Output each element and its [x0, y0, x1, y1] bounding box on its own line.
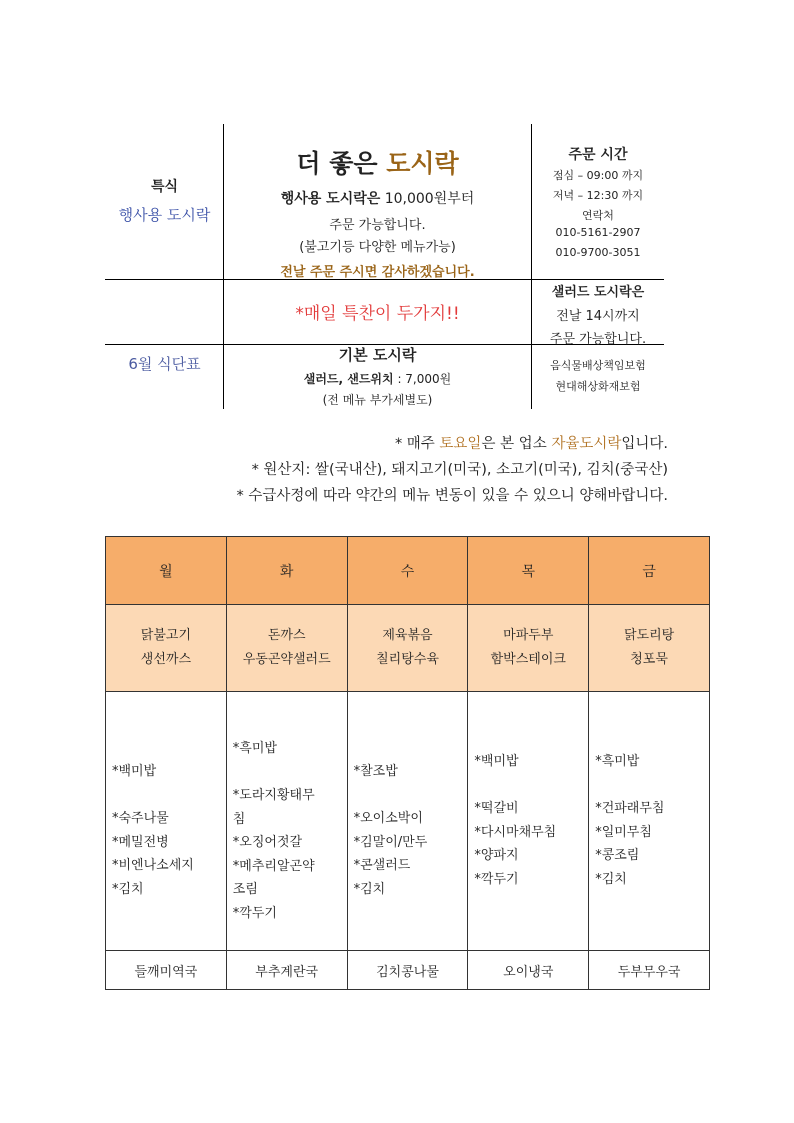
- main-dish: 칠리탕수육: [376, 652, 439, 667]
- main-dish-cell: [226, 605, 347, 692]
- main-dish: 생선까스: [140, 652, 192, 667]
- soup-cell: 김치콩나물: [347, 951, 468, 990]
- basic-lunchbox-title: 기본 도시락: [338, 346, 417, 364]
- basic-price: : 7,000원: [393, 372, 452, 386]
- main-dish: 우동곤약샐러드: [242, 652, 331, 667]
- side-dish-item: *떡갈비: [474, 801, 519, 816]
- soup-cell: 두부무우국: [589, 951, 710, 990]
- side-dish-item: *김말이/만두: [353, 834, 428, 850]
- side-dish-item: *김치: [353, 881, 386, 897]
- side-dish-item: *숙주나물: [112, 811, 169, 826]
- side-dish-item: *김치: [595, 871, 627, 887]
- brand-highlight: 도시락: [386, 149, 459, 178]
- day-cell: 월: [106, 537, 227, 605]
- menu-title: 6월 식단표: [128, 355, 201, 373]
- day-cell: 금: [589, 537, 710, 605]
- basic-lunchbox-note: (전 메뉴 부가세별도): [322, 393, 433, 407]
- note-origin: * 원산지: 쌀(국내산), 돼지고기(미국), 소고기(미국), 김치(중국산): [251, 462, 668, 478]
- side-dish-cell: [226, 692, 347, 951]
- basic-lunchbox-items: [224, 370, 531, 387]
- side-dish-item: *일미무침: [595, 824, 652, 840]
- side-dish-list: [348, 692, 468, 901]
- soup-row: [106, 951, 710, 990]
- side-dish-item: *백미밥: [112, 764, 157, 779]
- phone-2: 010-9700-3051: [555, 246, 641, 259]
- note-saturday-self: 자율도시락: [551, 436, 622, 452]
- salad-deadline: 전날 14시까지: [556, 309, 640, 324]
- side-dish-gap: [233, 761, 343, 785]
- side-dish-list: [589, 692, 709, 891]
- note-saturday: [395, 432, 668, 453]
- day-header-row: [106, 537, 710, 605]
- event-pitch-price: 10,000원부터: [380, 191, 475, 207]
- main-dish-cell: [347, 605, 468, 692]
- side-dish-item: *흑미밥: [232, 741, 277, 756]
- side-dish-gap: [595, 774, 705, 798]
- side-dish-row: [106, 692, 710, 951]
- soup-cell: 부추계란국: [226, 951, 347, 990]
- event-pitch-bold: 행사용 도시락은: [280, 191, 381, 207]
- main-dish: 닭도리탕: [623, 628, 675, 643]
- side-dish-item: *건파래무침: [595, 801, 665, 816]
- main-dish: 청포묵: [630, 652, 668, 667]
- main-dish: 마파두부: [503, 628, 554, 643]
- side-dish-item: *흑미밥: [595, 754, 640, 769]
- side-dish-item: *백미밥: [474, 754, 519, 769]
- contact-label: 연락처: [582, 209, 614, 222]
- order-lunch-deadline: 점심 – 09:00 까지: [552, 169, 644, 182]
- order-dinner-deadline: 저녁 – 12:30 까지: [552, 189, 644, 202]
- side-dish-list: [227, 692, 347, 925]
- side-dish-item: *오징어젓갈: [232, 835, 303, 850]
- event-pitch-line1: [224, 188, 531, 208]
- side-dish-cell: [468, 692, 589, 951]
- side-dish-item: *콘샐러드: [353, 858, 411, 873]
- side-dish-cell: [589, 692, 710, 951]
- side-dish-gap: [474, 774, 584, 798]
- side-dish-item: *메밀전병: [112, 834, 169, 850]
- side-dish-item: *양파지: [474, 848, 519, 863]
- side-dish-gap: [112, 784, 222, 808]
- special-label: 특식: [150, 179, 179, 195]
- side-dish-item: *메추리알곤약: [232, 858, 315, 874]
- basic-items-bold: 샐러드, 샌드위치: [303, 372, 394, 386]
- main-dish: 닭불고기: [140, 628, 192, 643]
- side-dish-cell: [347, 692, 468, 951]
- order-time-title: 주문 시간: [568, 147, 628, 163]
- side-dish-item: *콩조림: [595, 848, 640, 863]
- main-dish: 함박스테이크: [490, 652, 566, 667]
- note-saturday-mid: 은 본 업소: [481, 436, 552, 452]
- event-pitch-line2: 주문 가능합니다.: [329, 218, 426, 233]
- phone-1: 010-5161-2907: [555, 226, 641, 239]
- brand-prefix: 더 좋은: [296, 149, 387, 178]
- side-dish-cell: [106, 692, 227, 951]
- day-cell: 화: [226, 537, 347, 605]
- side-dish-item: *오이소박이: [353, 811, 423, 826]
- main-dish: 제육볶음: [382, 628, 433, 643]
- note-saturday-pre: * 매주: [394, 436, 440, 452]
- daily-special: *매일 특찬이 두가지!!: [295, 304, 460, 324]
- event-pitch-line4: 전날 주문 주시면 감사하겠습니다.: [280, 265, 475, 280]
- main-dish-cell: [468, 605, 589, 692]
- side-dish-item: 조림: [232, 882, 258, 897]
- insurance-line-1: 음식물배상책임보험: [550, 359, 646, 372]
- side-dish-list: [468, 692, 588, 891]
- main-dish-row: [106, 605, 710, 692]
- soup-cell: 오이냉국: [468, 951, 589, 990]
- day-cell: 목: [468, 537, 589, 605]
- side-dish-item: 침: [232, 811, 246, 827]
- salad-lunchbox-title: 샐러드 도시락은: [551, 285, 645, 300]
- side-dish-item: *찰조밥: [353, 764, 398, 779]
- main-dish-cell: [106, 605, 227, 692]
- note-saturday-day: 토요일: [439, 436, 482, 452]
- weekly-menu-table: [105, 536, 710, 990]
- side-dish-item: *김치: [112, 881, 144, 897]
- main-dish-cell: [589, 605, 710, 692]
- main-dish: 돈까스: [267, 628, 306, 643]
- insurance-line-2: 현대해상화재보험: [555, 380, 641, 393]
- note-saturday-post: 입니다.: [621, 436, 668, 452]
- note-menu-change: * 수급사정에 따라 약간의 메뉴 변동이 있을 수 있으니 양해바랍니다.: [236, 488, 668, 504]
- event-pitch-line3: (불고기등 다양한 메뉴가능): [299, 240, 456, 255]
- soup-cell: 들깨미역국: [106, 951, 227, 990]
- side-dish-item: *깍두기: [232, 905, 277, 921]
- salad-order-note: 주문 가능합니다.: [549, 332, 647, 347]
- side-dish-item: *도라지황태무: [232, 788, 315, 803]
- side-dish-gap: [354, 784, 464, 808]
- brand-title: [224, 144, 531, 180]
- day-cell: 수: [347, 537, 468, 605]
- side-dish-item: *비엔나소세지: [112, 858, 194, 873]
- side-dish-list: [106, 692, 226, 901]
- side-dish-item: *깍두기: [474, 871, 519, 887]
- side-dish-item: *다시마채무침: [474, 824, 557, 840]
- event-lunchbox-label: 행사용 도시락: [118, 206, 211, 224]
